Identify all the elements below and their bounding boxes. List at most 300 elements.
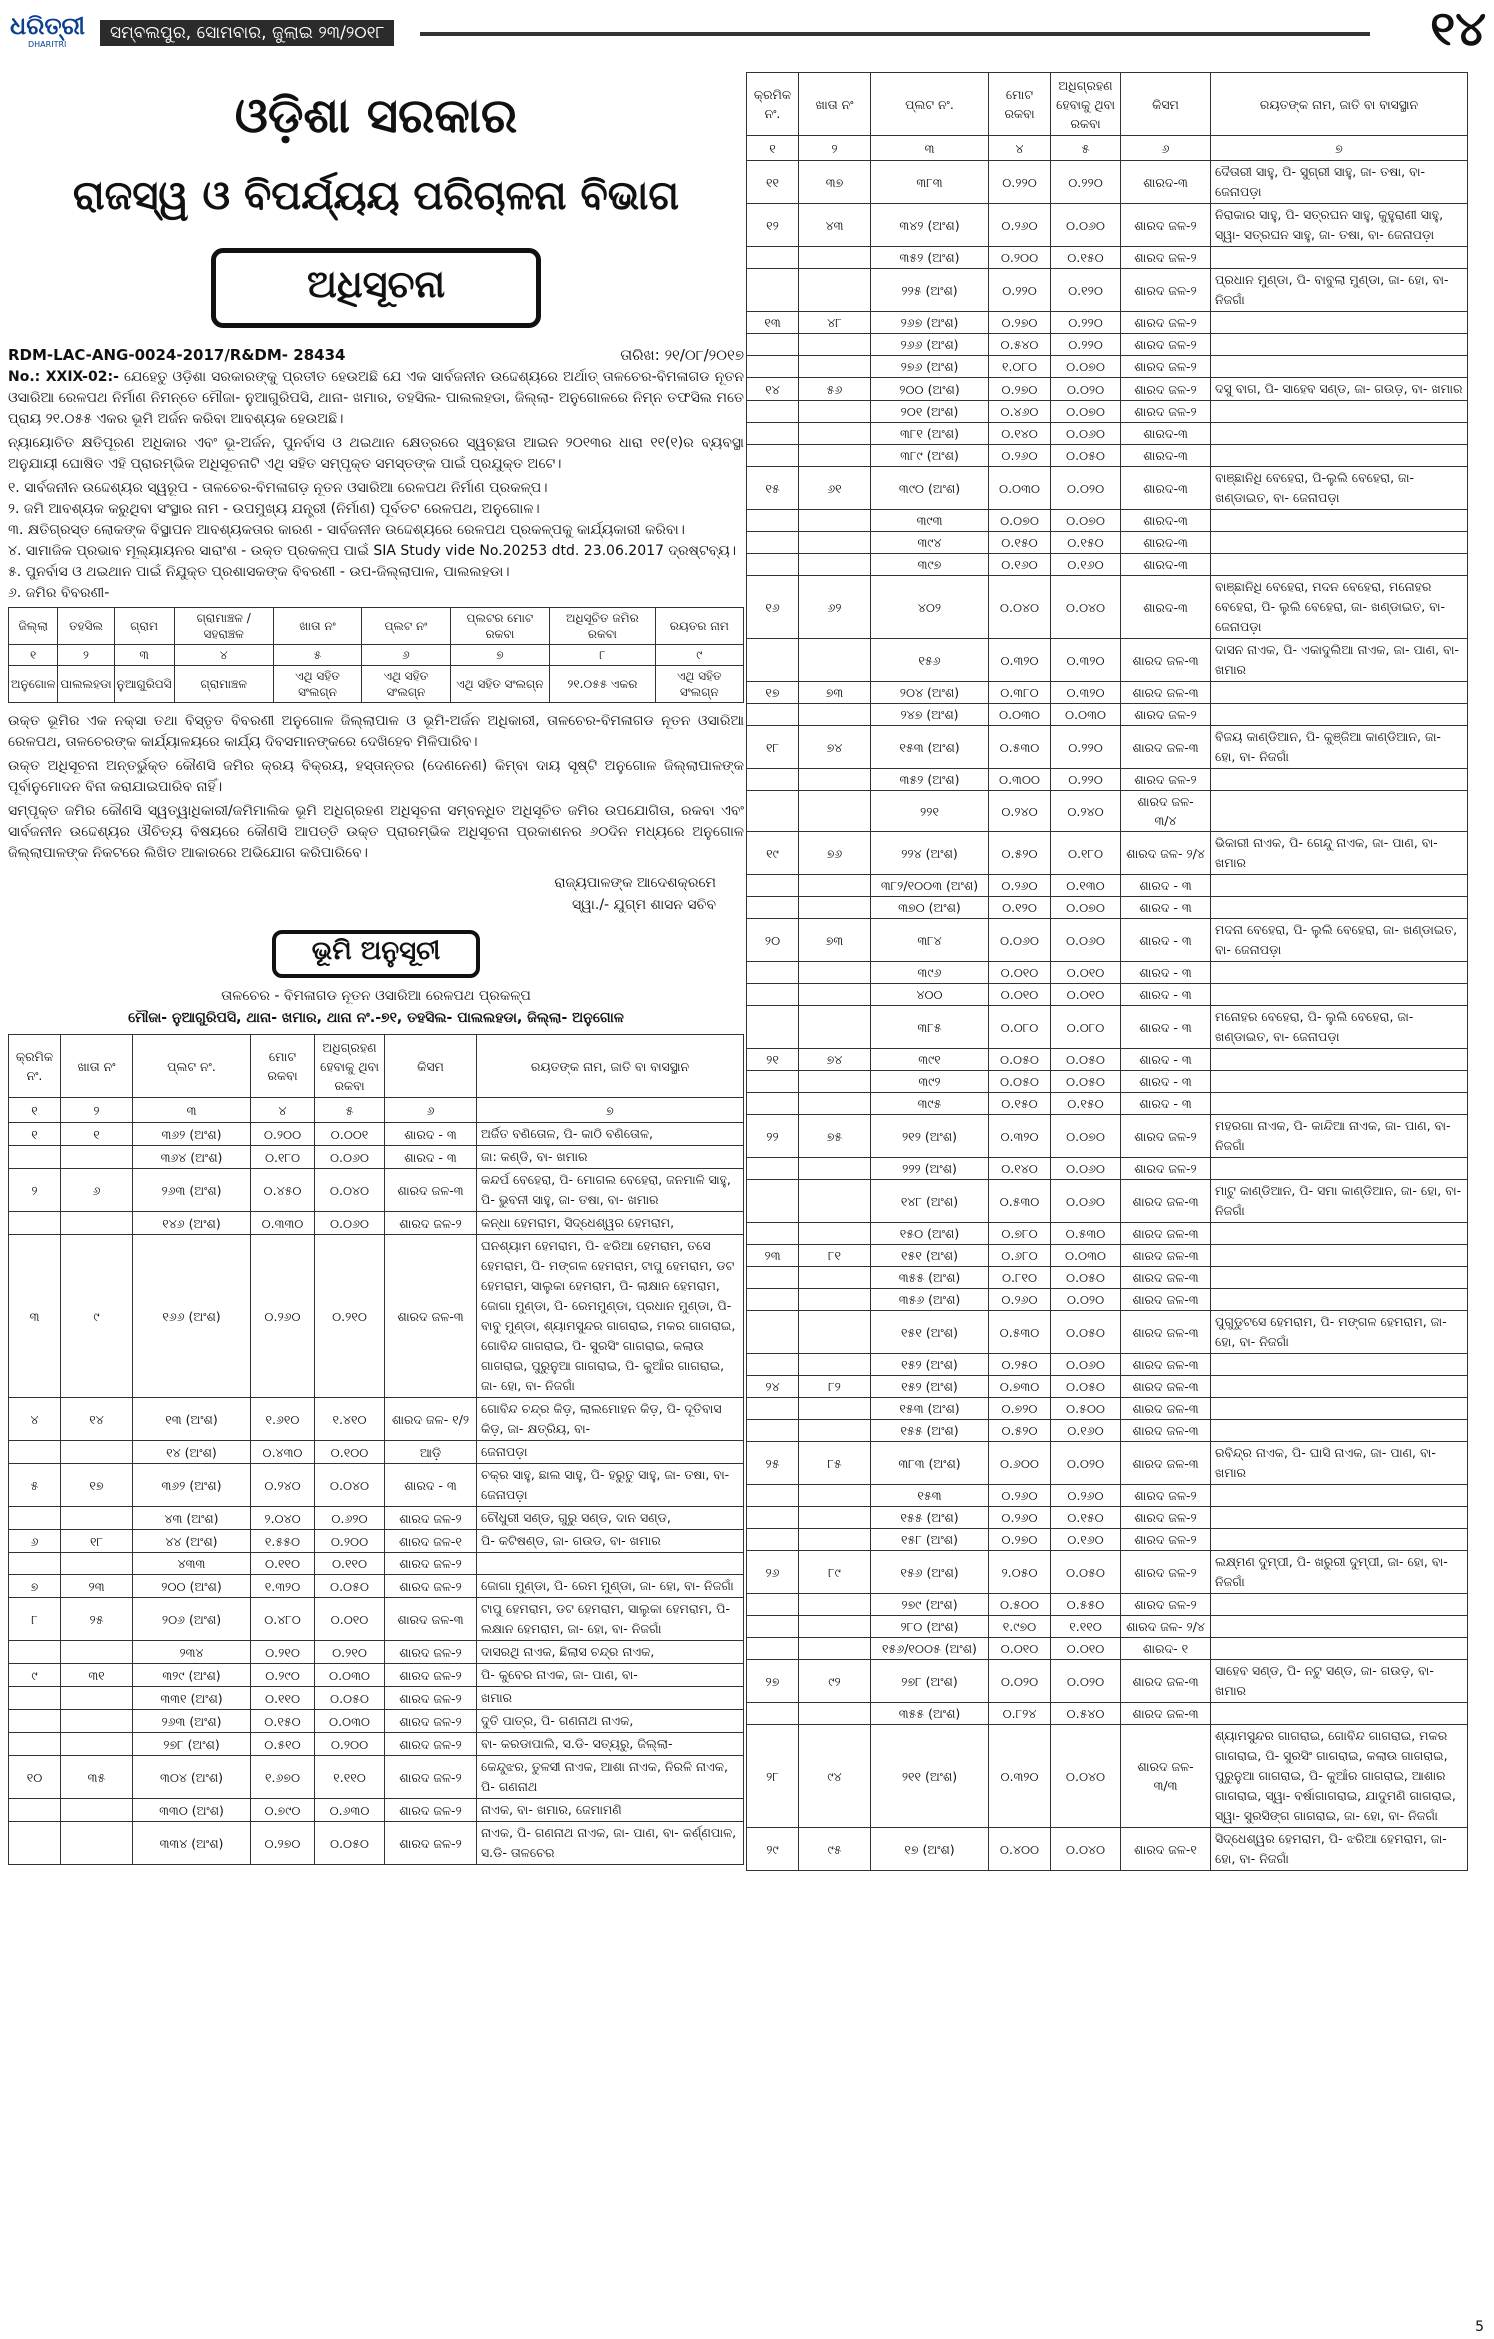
- cell-sl: ୧୧: [747, 161, 799, 204]
- cell-khata: [799, 875, 871, 897]
- table-row: [747, 1006, 1468, 1049]
- cell-kisam: ଶାରଦ-୩: [1121, 510, 1211, 532]
- cell-kisam: ଶାରଦ ଜଳ-୩: [1121, 1311, 1211, 1354]
- cell-plot: ୧୩ (ଅଂଶ): [133, 1398, 251, 1441]
- cell-owner: ଚୌଧୁରୀ ସଣ୍ଡ, ଗୁରୁ ସଣ୍ଡ, ଦାନ ସଣ୍ଡ,: [477, 1507, 744, 1530]
- cell-khata: [799, 639, 871, 682]
- cell-acq: ୦.୦୪୦: [315, 1464, 385, 1507]
- cell-sl: [747, 791, 799, 832]
- cell-acq: ୦.୦୧୦: [315, 1598, 385, 1641]
- cell-plot: ୩୮୪: [871, 919, 989, 962]
- cell-acq: ୦.୦୩୦: [315, 1710, 385, 1733]
- cell-acq: ୦.୦୫୦: [1051, 1311, 1121, 1354]
- cell-total: ୦.୫୩୦: [989, 726, 1051, 769]
- cell-sl: [9, 1822, 61, 1865]
- cell-owner: ନାଏକ, ବା- ଖମାର, ଜେମାମଣି: [477, 1799, 744, 1822]
- cell-plot: ୪୩ (ଅଂଶ): [133, 1507, 251, 1530]
- cell-owner: ବା- କରଡାପାଲି, ସ.ଡି- ସତ୍ୟରୁ, ଜିଲ୍ଲା-: [477, 1733, 744, 1756]
- cell-total: ୦.୦୪୦: [989, 576, 1051, 639]
- cell-plot: ୧୫୫ (ଅଂଶ): [871, 1507, 989, 1529]
- cell-owner: ପୁଗୁଡୁଟସେ ହେମରାମ, ପି- ମଙ୍ଗଳ ହେମରାମ, ଜା- ହୋ, ବା- ନିଜଗାଁ: [1211, 1311, 1468, 1354]
- cell-total: ୦.୦୩୦: [989, 704, 1051, 726]
- cell-plot: ୩୮୫: [871, 1006, 989, 1049]
- table-row: [747, 1071, 1468, 1093]
- column-header: ଅଧିଗ୍ରହଣ ହେବାକୁ ଥିବା ରକବା: [1051, 73, 1121, 136]
- cell-total: ୦.୧୬୦: [989, 554, 1051, 576]
- cell-owner: [1211, 1354, 1468, 1376]
- summary-number-cell: ୧: [9, 645, 58, 666]
- notice-point: ୩. କ୍ଷତିଗ୍ରସ୍ତ ଲୋକଙ୍କ ବିସ୍ଥାପନ ଆବଶ୍ୟକତାର କାରଣ - ସାର୍ବଜନୀନ ଉଦ୍ଦେଶ୍ୟରେ ରେଳପଥ ପ୍ରକଳ୍ପକୁ କାର୍ଯ୍ୟକାରୀ କରିବା।: [8, 522, 685, 538]
- cell-khata: [799, 1006, 871, 1049]
- cell-khata: ୩୧: [61, 1664, 133, 1687]
- cell-khata: ୭୬: [799, 832, 871, 875]
- cell-khata: ୫୬: [799, 378, 871, 401]
- summary-value-cell: ଏଥି ସହିତ ସଂଲଗ୍ନ: [362, 666, 450, 703]
- cell-kisam: ଶାରଦ - ୩: [1121, 1093, 1211, 1115]
- cell-kisam: ଶାରଦ ଜଳ- ୩/୩: [1121, 1725, 1211, 1828]
- cell-owner: [1211, 1071, 1468, 1093]
- cell-khata: [799, 1267, 871, 1289]
- column-number: ୩: [871, 136, 989, 161]
- cell-plot: ୨୭୬ (ଅଂଶ): [871, 356, 989, 378]
- cell-khata: [799, 269, 871, 312]
- cell-kisam: ଶାରଦ-୩: [1121, 445, 1211, 467]
- cell-total: ୦.୨୨୦: [989, 161, 1051, 204]
- cell-sl: ୨୬: [747, 1551, 799, 1594]
- column-number: ୨: [799, 136, 871, 161]
- cell-plot: ୨୦୬ (ଅଂଶ): [133, 1598, 251, 1641]
- table-row: [747, 1223, 1468, 1245]
- cell-owner: [1211, 1616, 1468, 1638]
- cell-acq: ୦.୩୨୦: [1051, 682, 1121, 704]
- cell-khata: ୧୪: [61, 1398, 133, 1441]
- summary-header-cell: ପ୍ଲଟର ମୋଟ ରକବା: [450, 608, 550, 645]
- cell-khata: [799, 769, 871, 791]
- summary-number-cell: ୨: [58, 645, 114, 666]
- cell-khata: [799, 423, 871, 445]
- cell-kisam: ଶାରଦ ଜଳ- ୨/୪: [1121, 1616, 1211, 1638]
- cell-total: ୦.୧୪୦: [989, 423, 1051, 445]
- cell-khata: ୩୫: [61, 1756, 133, 1799]
- cell-total: ୧.୦୮୦: [989, 356, 1051, 378]
- cell-plot: ୧୫୨ (ଅଂଶ): [871, 1376, 989, 1398]
- table-row: [747, 510, 1468, 532]
- cell-plot: ୨୨୫ (ଅଂଶ): [871, 269, 989, 312]
- cell-plot: ୩୫୬ (ଅଂଶ): [871, 1289, 989, 1311]
- table-row: [747, 1638, 1468, 1660]
- summary-number-cell: ୮: [550, 645, 655, 666]
- cell-total: ୦.୬୦୦: [989, 1442, 1051, 1485]
- cell-owner: [477, 1553, 744, 1575]
- cell-plot: ୩୯୫: [871, 1093, 989, 1115]
- cell-owner: ନିରାକାର ସାହୁ, ପି- ସତ୍ରଘନ ସାହୁ, କୁହୁରାଣୀ ସାହୁ, ସ୍ୱା- ସତ୍ରଘନ ସାହୁ, ଜା- ତଷା, ବା- ଜେନାପଡ଼ା: [1211, 204, 1468, 247]
- signatory: ସ୍ୱା./- ଯୁଗ୍ମ ଶାସନ ସଚିବ: [571, 897, 716, 913]
- cell-sl: [9, 1146, 61, 1169]
- cell-total: ୦.୮୨୪: [989, 1703, 1051, 1725]
- cell-acq: ୦.୦୪୦: [1051, 576, 1121, 639]
- table-row: [747, 334, 1468, 356]
- cell-acq: ୦.୦୨୦: [1051, 1442, 1121, 1485]
- table-row: [747, 875, 1468, 897]
- cell-acq: ୦.୧୫୦: [1051, 1507, 1121, 1529]
- cell-sl: ୨୨: [747, 1115, 799, 1158]
- cell-kisam: ଶାରଦ ଜଳ-୨: [1121, 1594, 1211, 1616]
- cell-kisam: ଶାରଦ ଜଳ-୩: [1121, 682, 1211, 704]
- cell-sl: [747, 1485, 799, 1507]
- table-row: [747, 1354, 1468, 1376]
- cell-sl: [747, 510, 799, 532]
- cell-kisam: ଶାରଦ ଜଳ-୩: [1121, 1354, 1211, 1376]
- cell-sl: [747, 1594, 799, 1616]
- cell-plot: ୨୦୪ (ଅଂଶ): [871, 682, 989, 704]
- cell-plot: ୩୮୩: [871, 161, 989, 204]
- cell-owner: [1211, 1420, 1468, 1442]
- cell-total: ୧.୯୭୦: [989, 1616, 1051, 1638]
- cell-sl: ୭: [9, 1575, 61, 1598]
- cell-kisam: ଶାରଦ - ୩: [1121, 962, 1211, 984]
- cell-plot: ୨୦୧ (ଅଂଶ): [871, 401, 989, 423]
- cell-kisam: ଶାରଦ-୩: [1121, 467, 1211, 510]
- summary-header-cell: ରୟତର ନାମ: [655, 608, 743, 645]
- cell-acq: ୦.୦୫୦: [1051, 445, 1121, 467]
- cell-khata: [799, 962, 871, 984]
- table-row: [747, 532, 1468, 554]
- summary-value-cell: ୨୧.୦୫୫ ଏକର: [550, 666, 655, 703]
- cell-owner: ମାଟୁ କାଣ୍ଡିଆନ, ପି- ସମା କାଣ୍ଡିଆନ, ଜା- ହୋ, ବା- ନିଜଗାଁ: [1211, 1180, 1468, 1223]
- left-column: [8, 72, 744, 2277]
- table-row: [9, 1799, 744, 1822]
- cell-owner: ଦାସରଥି ନାଏକ, ଛିଲାସ ଚନ୍ଦ୍ର ନାଏକ,: [477, 1641, 744, 1664]
- cell-plot: ୩୮୨/୧୦୦୩ (ଅଂଶ): [871, 875, 989, 897]
- cell-sl: [747, 962, 799, 984]
- table-row: [747, 682, 1468, 704]
- notice-point: ୨. ଜମି ଆବଶ୍ୟକ କରୁଥିବା ସଂସ୍ଥାର ନାମ - ଉପମୁଖ୍ୟ ଯନ୍ତ୍ରୀ (ନିର୍ମାଣ) ପୂର୍ବତଟ ରେଳପଥ, ଅନୁଗୋଳ।: [8, 501, 540, 517]
- cell-sl: ୨୮: [747, 1725, 799, 1828]
- summary-header-cell: ଖାତା ନଂ: [273, 608, 361, 645]
- cell-khata: [799, 1507, 871, 1529]
- summary-number-cell: ୭: [450, 645, 550, 666]
- table-row: [747, 1376, 1468, 1398]
- column-header: ରୟତଙ୍କ ନାମ, ଜାତି ବା ବାସସ୍ଥାନ: [1211, 73, 1468, 136]
- cell-total: ୦.୭୨୦: [989, 1398, 1051, 1420]
- cell-acq: ୦.୦୫୦: [315, 1687, 385, 1710]
- table-row: [747, 1093, 1468, 1115]
- cell-sl: ୧୩: [747, 312, 799, 334]
- cell-sl: [747, 1398, 799, 1420]
- table-row: [9, 1169, 744, 1212]
- notice-number: No.: XXIX-02:-: [8, 369, 119, 385]
- cell-acq: ୦.୦୫୦: [315, 1822, 385, 1865]
- cell-khata: ୮୯: [799, 1551, 871, 1594]
- cell-sl: ୨୩: [747, 1245, 799, 1267]
- cell-kisam: ଶାରଦ ଜଳ-୩: [1121, 639, 1211, 682]
- column-number: ୩: [133, 1098, 251, 1123]
- cell-sl: ୮: [9, 1598, 61, 1641]
- cell-sl: ୪: [9, 1398, 61, 1441]
- cell-owner: [1211, 1223, 1468, 1245]
- cell-kisam: ଶାରଦ-୩: [1121, 554, 1211, 576]
- cell-khata: ୭୩: [799, 919, 871, 962]
- cell-owner: ମନୋହର ବେହେରା, ପି- ଲୁଲି ବେହେରା, ଜା- ଖଣ୍ଡାଇତ, ବା- ଜେନାପଡ଼ା: [1211, 1006, 1468, 1049]
- cell-acq: ୦.୦୩୦: [1051, 1245, 1121, 1267]
- cell-owner: [1211, 791, 1468, 832]
- table-row: [9, 1756, 744, 1799]
- cell-owner: ଗୋବିନ୍ଦ ଚନ୍ଦ୍ର କିଡ଼, ଲାଲମୋହନ କିଡ଼, ପି- ଦୂତିବାସ କିଡ଼, ଜା- କ୍ଷତ୍ରିୟ, ବା-: [477, 1398, 744, 1441]
- cell-kisam: ଶାରଦ ଜଳ-୨: [1121, 378, 1211, 401]
- cell-acq: ୦.୦୬୦: [1051, 1180, 1121, 1223]
- table-row: [747, 726, 1468, 769]
- notice-point: ୧. ସାର୍ବଜନୀନ ଉଦ୍ଦେଶ୍ୟର ସ୍ୱରୂପ - ତାଳଚେର-ବିମଳାଗଡ଼ ନୂତନ ଓସାରିଆ ରେଳପଥ ନିର୍ମାଣ ପ୍ରକଳ୍ପ।: [8, 480, 548, 496]
- cell-kisam: ଶାରଦ-୩: [1121, 532, 1211, 554]
- cell-total: ୦.୪୫୦: [251, 1169, 315, 1212]
- cell-acq: ୦.୦୪୦: [1051, 1725, 1121, 1828]
- column-header: ଅଧିଗ୍ରହଣ ହେବାକୁ ଥିବା ରକବା: [315, 1035, 385, 1098]
- right-column: [746, 72, 1468, 2277]
- cell-acq: ୦.୦୫୦: [1051, 1049, 1121, 1071]
- cell-acq: ୦.୬୨୦: [315, 1507, 385, 1530]
- table-row: [747, 984, 1468, 1006]
- table-row: [747, 1551, 1468, 1594]
- cell-total: ୦.୨୧୦: [251, 1641, 315, 1664]
- cell-owner: [1211, 356, 1468, 378]
- table-row: [747, 1828, 1468, 1871]
- notice-point: ୪. ସାମାଜିକ ପ୍ରଭାବ ମୂଲ୍ୟାୟନର ସାରାଂଶ - ଉକ୍ତ ପ୍ରକଳ୍ପ ପାଇଁ SIA Study vide No.20253 dtd. 23.06.2017 ଦ୍ରଷ୍ଟବ୍ୟ।: [8, 543, 737, 559]
- column-number: ୧: [9, 1098, 61, 1123]
- cell-khata: ୭୪: [799, 1049, 871, 1071]
- cell-acq: ୦.୦୭୦: [1051, 510, 1121, 532]
- cell-khata: [799, 532, 871, 554]
- cell-total: ୦.୫୦୦: [989, 1594, 1051, 1616]
- table-row: [9, 1235, 744, 1398]
- cell-kisam: ଶାରଦ ଜଳ- ୨/୪: [1121, 832, 1211, 875]
- column-number: ୬: [1121, 136, 1211, 161]
- table-row: [9, 1441, 744, 1464]
- masthead: [0, 0, 1494, 60]
- cell-sl: ୨୯: [747, 1828, 799, 1871]
- cell-owner: [1211, 401, 1468, 423]
- cell-total: ୦.୫୨୦: [989, 832, 1051, 875]
- cell-plot: ୩୫୨ (ଅଂଶ): [871, 247, 989, 269]
- cell-kisam: ଶାରଦ ଜଳ-୨: [385, 1822, 477, 1865]
- cell-khata: [61, 1710, 133, 1733]
- cell-plot: ୩୩୧ (ଅଂଶ): [133, 1687, 251, 1710]
- cell-acq: ୦.୨୧୦: [315, 1235, 385, 1398]
- cell-acq: ୦.୦୮୦: [1051, 1006, 1121, 1049]
- dateline: ସମ୍ବଲପୁର, ସୋମବାର, ଜୁଲାଇ ୨୩/୨୦୧୮: [100, 20, 394, 46]
- cell-kisam: ଶାରଦ - ୩: [1121, 897, 1211, 919]
- cell-owner: [1211, 1398, 1468, 1420]
- land-summary-table: [8, 607, 744, 703]
- cell-kisam: ଶାରଦ ଜଳ-୩: [1121, 1180, 1211, 1223]
- cell-total: ୦.୨୦୦: [989, 247, 1051, 269]
- table-row: [747, 1398, 1468, 1420]
- government-name: ଓଡ଼ିଶା ସରକାର: [234, 88, 518, 144]
- column-header: ଖାତା ନଂ: [799, 73, 871, 136]
- summary-header-cell: ଅଧିସୂଚିତ ଜମିର ରକବା: [550, 608, 655, 645]
- cell-sl: ୯: [9, 1664, 61, 1687]
- schedule-title: ଭୂମି ଅନୁସୂଚୀ: [272, 930, 480, 978]
- cell-acq: ୦.୧୬୦: [1051, 1529, 1121, 1551]
- table-row: [9, 1733, 744, 1756]
- cell-sl: [747, 401, 799, 423]
- cell-total: ୦.୦୧୦: [989, 1638, 1051, 1660]
- cell-sl: ୬: [9, 1530, 61, 1553]
- cell-total: ୦.୦୬୦: [989, 919, 1051, 962]
- cell-plot: ୧୪ (ଅଂଶ): [133, 1441, 251, 1464]
- cell-total: ୦.୨୦୦: [251, 1123, 315, 1146]
- cell-owner: [1211, 247, 1468, 269]
- summary-number-cell: ୬: [362, 645, 450, 666]
- cell-sl: ୧୭: [747, 682, 799, 704]
- cell-total: ୦.୧୧୦: [251, 1553, 315, 1575]
- cell-sl: ୨୦: [747, 919, 799, 962]
- cell-sl: [747, 532, 799, 554]
- cell-plot: ୧୫୩ (ଅଂଶ): [871, 1398, 989, 1420]
- cell-kisam: ଶାରଦ ଜଳ-୧: [385, 1530, 477, 1553]
- cell-kisam: ଶାରଦ - ୩: [1121, 875, 1211, 897]
- table-row: [747, 1703, 1468, 1725]
- column-number: ୭: [477, 1098, 744, 1123]
- cell-plot: ୩୬୨ (ଅଂଶ): [133, 1464, 251, 1507]
- cell-khata: [799, 1223, 871, 1245]
- cell-total: ୦.୧୧୦: [251, 1687, 315, 1710]
- cell-total: ୦.୨୬୦: [989, 875, 1051, 897]
- cell-owner: ଦୁତି ପାତ୍ର, ପି- ଗଣନାଥ ନାଏକ,: [477, 1710, 744, 1733]
- cell-khata: [61, 1212, 133, 1235]
- cell-owner: ଅର୍ଜିତ ବଣିତୋଳ, ପି- କାଠି ବଣିତୋଳ,: [477, 1123, 744, 1146]
- cell-total: ୦.୦୧୦: [989, 984, 1051, 1006]
- cell-sl: [747, 704, 799, 726]
- cell-total: ୦.୨୫୦: [989, 1354, 1051, 1376]
- cell-khata: ୪୮: [799, 312, 871, 334]
- department-name: ରାଜସ୍ୱ ଓ ବିପର୍ଯ୍ୟୟ ପରିଚାଳନା ବିଭାଗ: [72, 173, 680, 219]
- cell-khata: [799, 1638, 871, 1660]
- cell-acq: ୦.୦୨୦: [1051, 1289, 1121, 1311]
- cell-owner: ମହରଗା ନାଏକ, ପି- କାନ୍ଦିଆ ନାଏକ, ଜା- ପାଣ, ବା- ନିଜଗାଁ: [1211, 1115, 1468, 1158]
- cell-khata: ୭୪: [799, 726, 871, 769]
- cell-khata: [799, 1485, 871, 1507]
- cell-acq: ୦.୦୨୦: [1051, 378, 1121, 401]
- table-row: [9, 1664, 744, 1687]
- cell-acq: ୦.୦୩୦: [1051, 704, 1121, 726]
- cell-owner: ପି- କଟିଷଣ୍ଡ, ଜା- ଗଉଡ, ବା- ଖମାର: [477, 1530, 744, 1553]
- cell-owner: ବିଜୟ କାଣ୍ଡିଆନ, ପି- କୁଞ୍ଜିଆ କାଣ୍ଡିଆନ, ଜା- ହୋ, ବା- ନିଜଗାଁ: [1211, 726, 1468, 769]
- cell-plot: ୨୦୦ (ଅଂଶ): [133, 1575, 251, 1598]
- cell-total: ୦.୪୮୦: [251, 1598, 315, 1641]
- cell-total: ୦.୨୬୦: [989, 1485, 1051, 1507]
- cell-total: ୦.୧୮୦: [251, 1146, 315, 1169]
- cell-sl: [9, 1553, 61, 1575]
- cell-sl: ୧୬: [747, 576, 799, 639]
- cell-sl: [9, 1687, 61, 1710]
- cell-sl: ୩: [9, 1235, 61, 1398]
- cell-total: ୦.୦୫୦: [989, 1071, 1051, 1093]
- cell-khata: ୯୨: [799, 1660, 871, 1703]
- cell-owner: [1211, 532, 1468, 554]
- cell-plot: ୩୦୪ (ଅଂଶ): [133, 1756, 251, 1799]
- cell-owner: [1211, 984, 1468, 1006]
- cell-kisam: ଶାରଦ-୩: [1121, 576, 1211, 639]
- cell-plot: ୩୮୧ (ଅଂଶ): [871, 423, 989, 445]
- cell-sl: ୫: [9, 1464, 61, 1507]
- page-number: ୧୪: [1430, 1, 1486, 57]
- cell-kisam: ଶାରଦ - ୩: [1121, 1071, 1211, 1093]
- cell-kisam: ଶାରଦ ଜଳ-୨: [385, 1507, 477, 1530]
- cell-kisam: ଶାରଦ ଜଳ-୨: [385, 1756, 477, 1799]
- cell-acq: ୦.୦୬୦: [1051, 1354, 1121, 1376]
- cell-owner: [1211, 1158, 1468, 1180]
- table-row: [747, 247, 1468, 269]
- column-number: ୪: [989, 136, 1051, 161]
- cell-khata: [799, 356, 871, 378]
- table-row: [747, 704, 1468, 726]
- cell-kisam: ଶାରଦ ଜଳ-୨: [385, 1687, 477, 1710]
- cell-owner: ଦୈତାରୀ ସାହୁ, ପି- ସୁଗ୍ରୀ ସାହୁ, ଜା- ତଷା, ବା- ଜେନାପଡ଼ା: [1211, 161, 1468, 204]
- cell-plot: ୨୭୮ (ଅଂଶ): [871, 1660, 989, 1703]
- cell-acq: ୦.୨୨୦: [1051, 161, 1121, 204]
- cell-sl: [747, 984, 799, 1006]
- cell-acq: ୦.୬୩୦: [315, 1799, 385, 1822]
- cell-total: ୨.୦୪୦: [251, 1507, 315, 1530]
- cell-owner: [1211, 1507, 1468, 1529]
- cell-owner: ବାଞ୍ଛାନିଧି ବେହେରା, ମଦନ ବେହେରା, ମନୋହର ବେହେରା, ପି- ଲୁଲି ବେହେରା, ଜା- ଖଣ୍ଡାଇତ, ବା- ଜେନାପଡ଼ା: [1211, 576, 1468, 639]
- cell-kisam: ଶାରଦ ଜଳ-୨: [385, 1212, 477, 1235]
- cell-total: ୦.୨୯୦: [251, 1664, 315, 1687]
- column-header: ରୟତଙ୍କ ନାମ, ଜାତି ବା ବାସସ୍ଥାନ: [477, 1035, 744, 1098]
- cell-plot: ୪୦୨: [871, 576, 989, 639]
- notice-points: [8, 478, 744, 603]
- table-row: [747, 378, 1468, 401]
- masthead-rule: [420, 32, 1370, 36]
- cell-acq: ୦.୨୦୦: [315, 1733, 385, 1756]
- cell-owner: ପି- କୁବେର ନାଏକ, ଜା- ପାଣ, ବା-: [477, 1664, 744, 1687]
- cell-acq: ୦.୫୦୦: [1051, 1398, 1121, 1420]
- cell-acq: ୦.୨୪୦: [1051, 791, 1121, 832]
- table-row: [747, 423, 1468, 445]
- cell-sl: ୧୦: [9, 1756, 61, 1799]
- cell-total: ୦.୨୭୦: [989, 312, 1051, 334]
- cell-acq: ୦.୧୧୦: [315, 1553, 385, 1575]
- cell-owner: [1211, 682, 1468, 704]
- cell-kisam: ଶାରଦ ଜଳ- ୩/୪: [1121, 791, 1211, 832]
- cell-acq: ୦.୨୨୦: [1051, 769, 1121, 791]
- cell-acq: ୦.୦୫୦: [1051, 1376, 1121, 1398]
- cell-sl: [747, 423, 799, 445]
- cell-total: ୦.୭୮୦: [989, 1223, 1051, 1245]
- cell-acq: ୦.୨୨୦: [1051, 726, 1121, 769]
- cell-sl: [747, 1703, 799, 1725]
- cell-total: ୦.୩୦୦: [989, 769, 1051, 791]
- cell-khata: [799, 1093, 871, 1115]
- table-row: [747, 467, 1468, 510]
- cell-total: ୦.୨୬୦: [989, 204, 1051, 247]
- cell-acq: ୦.୧୫୦: [1051, 1093, 1121, 1115]
- cell-total: ୦.୨୬୦: [989, 1289, 1051, 1311]
- column-number: ୨: [61, 1098, 133, 1123]
- cell-owner: [1211, 1267, 1468, 1289]
- cell-total: ୨.୦୫୦: [989, 1551, 1051, 1594]
- cell-acq: ୦.୦୫୦: [315, 1575, 385, 1598]
- cell-total: ୦.୫୩୦: [989, 1311, 1051, 1354]
- cell-khata: [799, 1071, 871, 1093]
- cell-kisam: ଶାରଦ ଜଳ- ୧/୨: [385, 1398, 477, 1441]
- cell-plot: ୩୬୪ (ଅଂଶ): [133, 1146, 251, 1169]
- cell-total: ୦.୦୭୦: [989, 510, 1051, 532]
- cell-kisam: ଶାରଦ ଜଳ-୩: [1121, 726, 1211, 769]
- cell-kisam: ଶାରଦ ଜଳ-୨: [1121, 204, 1211, 247]
- cell-total: ୧.୩୨୦: [251, 1575, 315, 1598]
- cell-kisam: ଶାରଦ-୩: [1121, 161, 1211, 204]
